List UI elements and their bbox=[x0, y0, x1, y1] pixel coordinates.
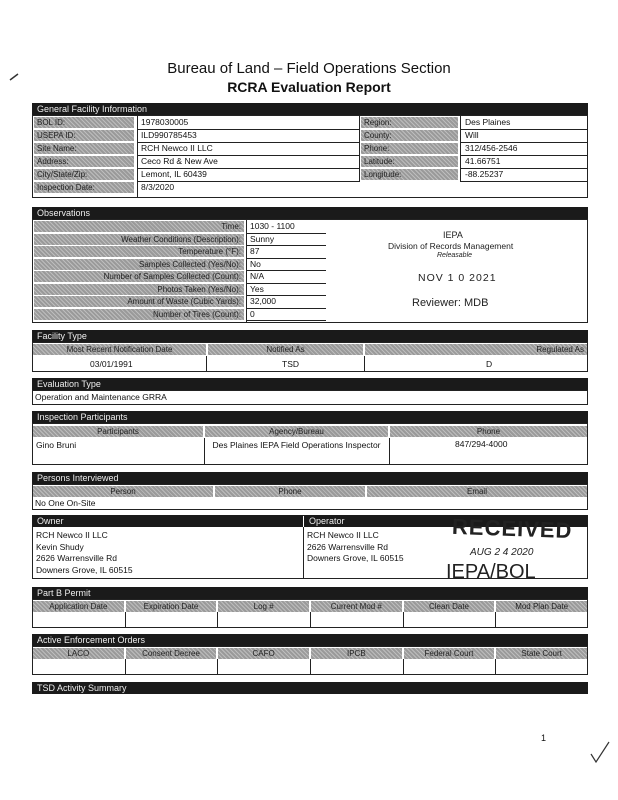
part-b-col-2: Log # bbox=[218, 601, 309, 612]
records-stamp-date: NOV 1 0 2021 bbox=[418, 272, 497, 284]
divider bbox=[403, 612, 404, 627]
divider bbox=[137, 116, 138, 197]
observation-value-7: 0 bbox=[250, 308, 255, 319]
owner-line-2: 2626 Warrensville Rd bbox=[36, 553, 117, 563]
enforcement-col-1: Consent Decree bbox=[126, 648, 217, 659]
observation-label-2: Temperature (°F): bbox=[34, 246, 244, 257]
interviewed-col-3: Email bbox=[367, 486, 587, 497]
general-right-label-3: Latitude: bbox=[361, 156, 458, 167]
observation-value-4: N/A bbox=[250, 271, 265, 281]
divider bbox=[246, 220, 247, 322]
operator-line-2: Downers Grove, IL 60515 bbox=[307, 553, 404, 563]
divider bbox=[310, 612, 311, 627]
regulated-as: D bbox=[486, 359, 493, 369]
divider bbox=[310, 659, 311, 674]
general-section-header: General Facility Information bbox=[32, 103, 588, 115]
facility-type-col-3: Regulated As bbox=[365, 344, 587, 355]
report-title: RCRA Evaluation Report bbox=[227, 79, 391, 95]
notification-date: 03/01/1991 bbox=[90, 359, 133, 369]
owner-line-1: Kevin Shudy bbox=[36, 541, 84, 552]
part-b-col-0: Application Date bbox=[33, 601, 124, 612]
interviewed-col-2: Phone bbox=[215, 486, 365, 497]
general-label-5: Inspection Date: bbox=[34, 182, 134, 193]
interviewed-value: No One On-Site bbox=[35, 498, 96, 508]
interviewed-col-1: Person bbox=[33, 486, 213, 497]
general-right-value-4: -88.25237 bbox=[465, 169, 504, 179]
observation-value-5: Yes bbox=[250, 283, 264, 294]
divider bbox=[206, 356, 207, 372]
general-value-4: Lemont, IL 60439 bbox=[141, 169, 207, 179]
participants-col-1: Participants bbox=[33, 426, 203, 437]
divider bbox=[217, 612, 218, 627]
pen-mark-icon bbox=[8, 70, 22, 82]
operator-line-0: RCH Newco II LLC bbox=[307, 530, 379, 540]
divider bbox=[246, 320, 326, 321]
enforcement-col-0: LACO bbox=[33, 648, 124, 659]
observation-label-5: Photos Taken (Yes/No): bbox=[34, 284, 244, 295]
participants-col-3: Phone bbox=[390, 426, 587, 437]
checkmark-icon bbox=[588, 740, 612, 766]
general-label-4: City/State/Zip: bbox=[34, 169, 134, 180]
part-b-col-4: Clean Date bbox=[404, 601, 495, 612]
observation-label-7: Number of Tires (Count): bbox=[34, 309, 244, 320]
general-value-3: Ceco Rd & New Ave bbox=[141, 156, 218, 166]
general-label-3: Address: bbox=[34, 156, 134, 167]
divider bbox=[125, 612, 126, 627]
owner-line-3: Downers Grove, IL 60515 bbox=[36, 564, 133, 575]
general-value-2: RCH Newco II LLC bbox=[141, 143, 213, 153]
tsd-header: TSD Activity Summary bbox=[32, 682, 588, 694]
divider bbox=[246, 308, 326, 309]
evaluation-type-header: Evaluation Type bbox=[32, 378, 588, 390]
general-right-label-0: Region: bbox=[361, 117, 458, 128]
records-stamp-agency: IEPA bbox=[443, 230, 463, 240]
participants-header: Inspection Participants bbox=[32, 411, 588, 423]
participant-phone: 847/294-4000 bbox=[455, 439, 508, 449]
general-label-2: Site Name: bbox=[34, 143, 134, 154]
divider bbox=[460, 181, 587, 182]
records-stamp-reviewer: Reviewer: MDB bbox=[412, 297, 489, 309]
operator-header: Operator bbox=[304, 515, 588, 527]
observation-value-2: 87 bbox=[250, 246, 260, 256]
general-value-5: 8/3/2020 bbox=[141, 182, 175, 192]
divider bbox=[495, 612, 496, 627]
received-stamp-word: RECEIVED bbox=[451, 513, 573, 544]
records-stamp-division: Division of Records Management bbox=[388, 241, 514, 251]
observations-section-header: Observations bbox=[32, 207, 588, 219]
divider bbox=[303, 527, 304, 578]
divider bbox=[460, 116, 461, 182]
evaluation-type-value: Operation and Maintenance GRRA bbox=[35, 392, 167, 402]
facility-type-col-2: Notified As bbox=[208, 344, 363, 355]
observation-value-0: 1030 - 1100 bbox=[250, 221, 295, 231]
page-number: 1 bbox=[541, 733, 547, 743]
general-right-label-1: County: bbox=[361, 130, 458, 141]
divider bbox=[359, 116, 360, 182]
enforcement-col-4: Federal Court bbox=[404, 648, 495, 659]
observation-label-4: Number of Samples Collected (Count): bbox=[34, 271, 244, 282]
participants-col-2: Agency/Bureau bbox=[205, 426, 388, 437]
received-stamp-date: AUG 2 4 2020 bbox=[470, 547, 534, 558]
enforcement-header: Active Enforcement Orders bbox=[32, 634, 588, 646]
divider bbox=[204, 438, 205, 465]
observation-value-3: No bbox=[250, 258, 261, 269]
participant-name: Gino Bruni bbox=[36, 440, 77, 450]
observation-value-6: 32,000 bbox=[250, 296, 276, 306]
general-right-label-2: Phone: bbox=[361, 143, 458, 154]
general-label-1: USEPA ID: bbox=[34, 130, 134, 141]
enforcement-col-2: CAFO bbox=[218, 648, 309, 659]
owner-line-0: RCH Newco II LLC bbox=[36, 530, 108, 540]
divider bbox=[217, 659, 218, 674]
part-b-header: Part B Permit bbox=[32, 587, 588, 599]
general-value-1: ILD990785453 bbox=[141, 130, 197, 140]
general-label-0: BOL ID: bbox=[34, 117, 134, 128]
operator-line-1: 2626 Warrensville Rd bbox=[307, 541, 388, 552]
general-right-value-0: Des Plaines bbox=[465, 117, 511, 127]
observation-label-1: Weather Conditions (Description): bbox=[34, 234, 244, 245]
report-agency-title: Bureau of Land – Field Operations Section bbox=[167, 60, 451, 77]
part-b-col-3: Current Mod # bbox=[311, 601, 402, 612]
participant-agency: Des Plaines IEPA Field Operations Inspector bbox=[212, 440, 381, 450]
divider bbox=[403, 659, 404, 674]
records-stamp-note: Releasable bbox=[437, 252, 473, 259]
facility-type-col-1: Most Recent Notification Date bbox=[33, 344, 206, 355]
general-right-label-4: Longitude: bbox=[361, 169, 458, 180]
received-stamp-org: IEPA/BOL bbox=[446, 561, 536, 583]
observation-value-1: Sunny bbox=[250, 233, 275, 244]
owner-header: Owner bbox=[32, 515, 303, 527]
divider bbox=[495, 659, 496, 674]
observation-label-0: Time: bbox=[34, 221, 244, 232]
divider bbox=[364, 356, 365, 372]
observation-label-6: Amount of Waste (Cubic Yards): bbox=[34, 296, 244, 307]
part-b-col-1: Expiration Date bbox=[126, 601, 217, 612]
facility-type-header: Facility Type bbox=[32, 330, 588, 342]
divider bbox=[460, 129, 587, 130]
enforcement-col-5: State Court bbox=[496, 648, 587, 659]
part-b-col-5: Mod Plan Date bbox=[496, 601, 587, 612]
general-right-value-1: Will bbox=[465, 130, 479, 140]
notified-as: TSD bbox=[282, 359, 299, 369]
divider bbox=[125, 659, 126, 674]
general-right-value-2: 312/456-2546 bbox=[465, 143, 518, 153]
enforcement-col-3: IPCB bbox=[311, 648, 402, 659]
general-right-value-3: 41.66751 bbox=[465, 156, 501, 166]
observation-label-3: Samples Collected (Yes/No): bbox=[34, 259, 244, 270]
divider bbox=[389, 438, 390, 465]
interviewed-header: Persons Interviewed bbox=[32, 472, 588, 484]
general-value-0: 1978030005 bbox=[141, 117, 189, 127]
